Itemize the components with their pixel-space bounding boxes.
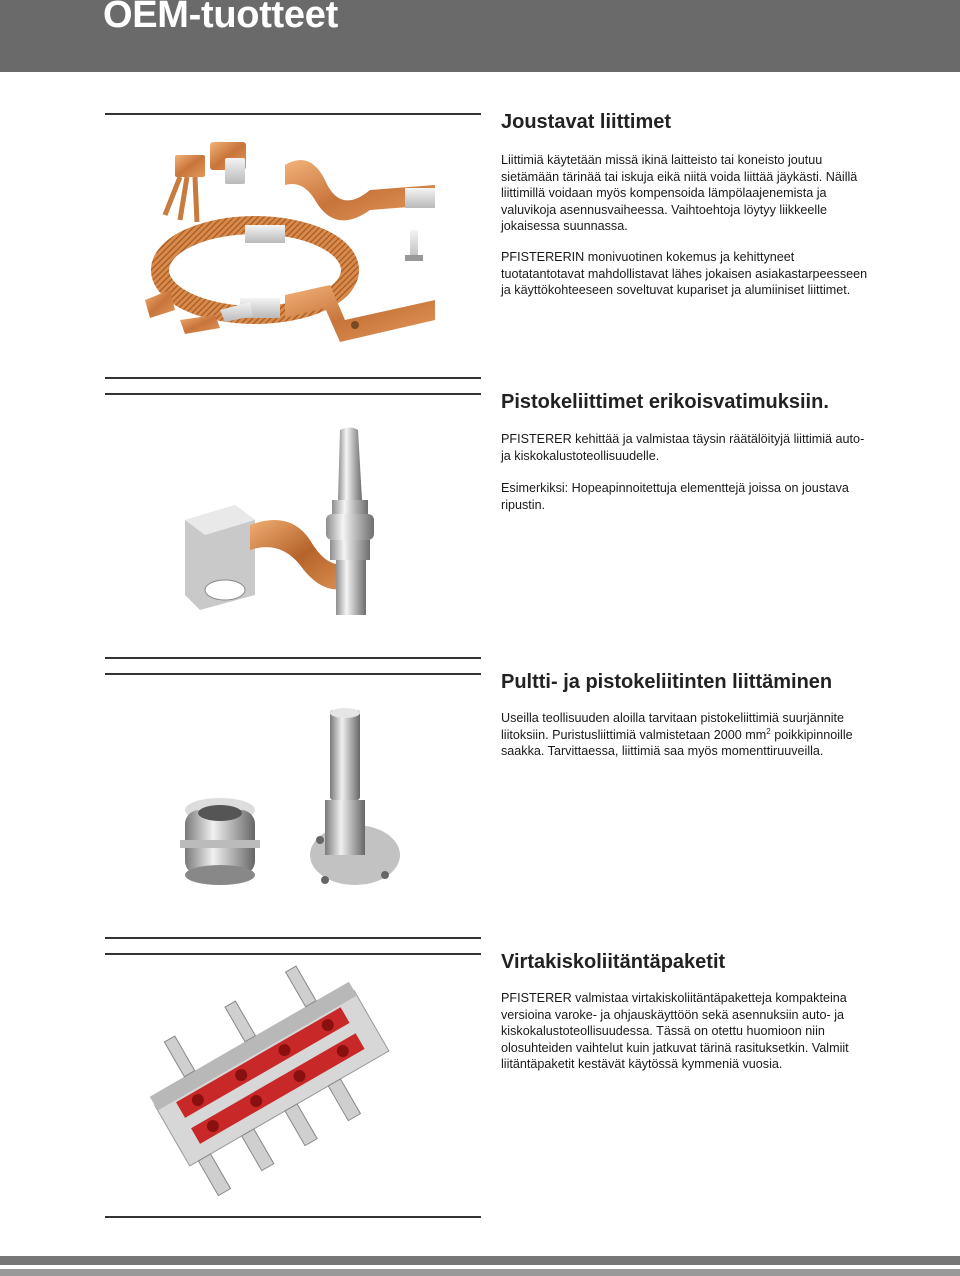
section-paragraph: Liittimiä käytetään missä ikinä laitteisto tai koneisto joutuu sietämään tärinää tai iskuja eikä niitä voida liittää jäykästi. Näillä liittimillä voidaan myös kompensoida lämpölaajenemista ja valuvikoja asennusvaiheessa. Vaihtoehtoja löytyy liikkeelle jokaisessa suunnassa. — [501, 153, 858, 233]
section-title-virtakisko: Virtakiskoliitäntäpaketit — [501, 951, 726, 973]
section-divider — [105, 953, 481, 955]
flexible-connectors-image — [135, 130, 445, 360]
section-paragraph: Useilla teollisuuden aloilla tarvitaan pistokeliittimiä suurjännite liitoksiin. Puristusliittimiä valmistetaan 2000 $mm^2$ poikkipinnoille saakka. Tarvittaessa, liittimiä saa myös momenttiruuveilla. — [501, 711, 853, 758]
section-title-joustavat: Joustavat liittimet — [501, 111, 672, 133]
bolt-connector-image — [175, 705, 415, 905]
section-divider — [105, 393, 481, 395]
section-paragraph: Esimerkiksi: Hopeapinnoitettuja elementtejä joissa on joustava ripustin. — [501, 481, 849, 512]
page-title: OEM-tuotteet — [103, 0, 338, 36]
busbar-package-image — [140, 965, 400, 1205]
section-title-pistokeliittimet: Pistokeliittimet erikoisvatimuksiin. — [501, 391, 829, 413]
section-divider — [105, 937, 481, 939]
section-divider — [105, 673, 481, 675]
section-title-pultti: Pultti- ja pistokeliitinten liittäminen — [501, 671, 833, 693]
footer-bar — [0, 1256, 960, 1265]
plug-connector-image — [180, 425, 400, 625]
section-paragraph: PFISTERER valmistaa virtakiskoliitäntäpaketteja kompakteina versioina varoke- ja ohjauskäyttöön sekä asennuksiin auto- ja kiskokalustoteollisuudessa. Tässä on otettu huomioon niin olosuhteiden vaihtelut kuin jatkuvat tärinä rasituksetkin. Valmiit liitäntäpaketit kestävät käytössä kymmeniä vuosia. — [501, 991, 849, 1071]
section-paragraph: PFISTERERIN monivuotinen kokemus ja kehittyneet tuotatantotavat mahdollistavat lähes jokaisen asiakastarpeesseen ja käyttökohteeseen soveltuvat kupariset ja alumiiniset liittimet. — [501, 250, 868, 297]
section-divider — [105, 1216, 481, 1218]
section-divider — [105, 377, 481, 379]
page-header — [0, 0, 960, 72]
section-divider — [105, 657, 481, 659]
section-divider — [105, 113, 481, 115]
footer-bar — [0, 1269, 960, 1276]
section-paragraph: PFISTERER kehittää ja valmistaa täysin räätälöityjä liittimiä auto- ja kiskokalustoteollisuudelle. — [501, 432, 865, 463]
